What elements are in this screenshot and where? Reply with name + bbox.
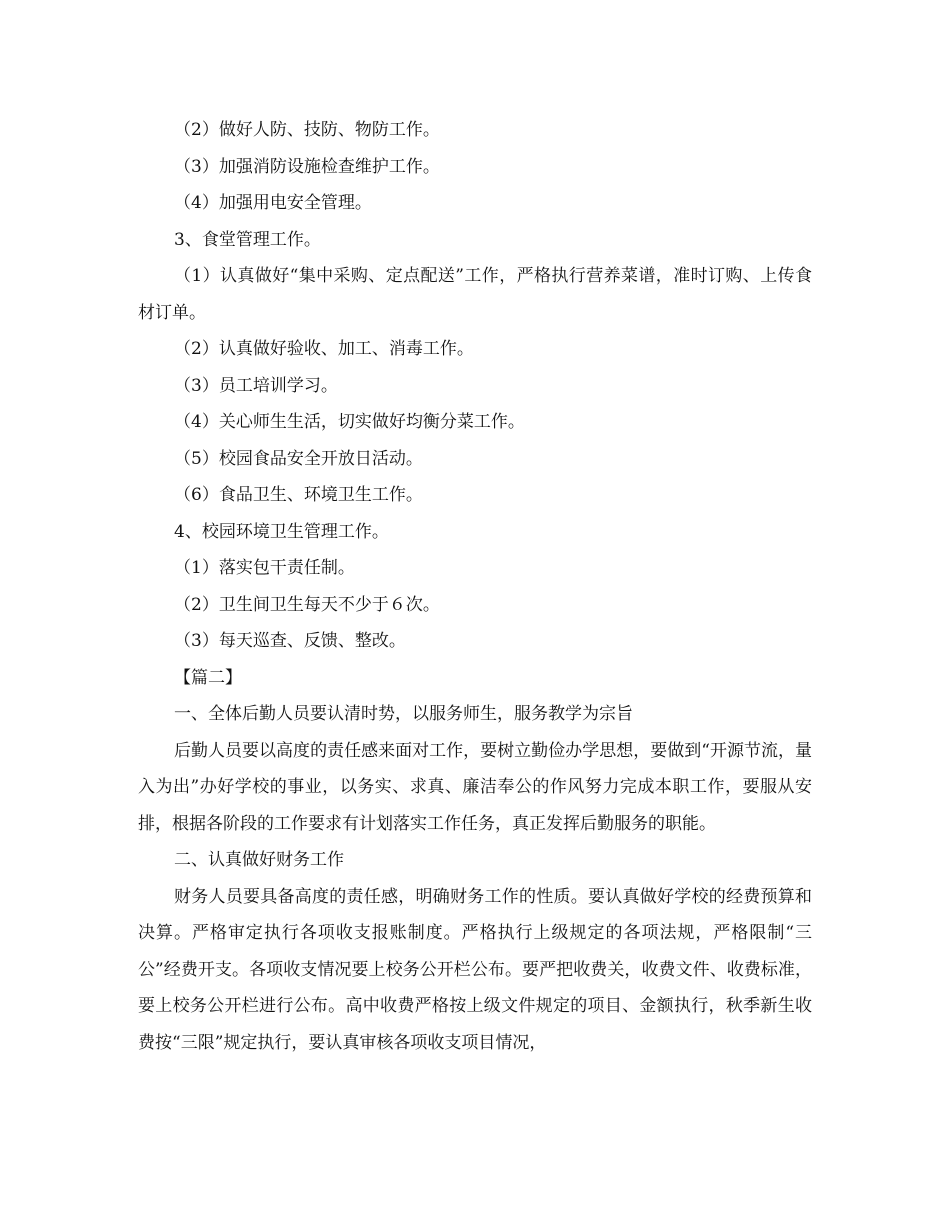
text-line: （3）员工培训学习。	[174, 375, 338, 396]
document-page	[138, 112, 812, 1061]
paragraph: （1）认真做好“集中采购、定点配送”工作，严格执行营养菜谱，准时订购、上传食材订单。	[138, 266, 812, 323]
section-heading: 4、校园环境卫生管理工作。	[174, 521, 389, 542]
text-line: （6）食品卫生、环境卫生工作。	[174, 485, 423, 505]
text-line: （2）卫生间卫生每天不少于６次。	[174, 594, 440, 615]
text-line: （4）关心师生生活，切实做好均衡分菜工作。	[174, 412, 525, 432]
paragraph: 后勤人员要以高度的责任感来面对工作，要树立勤俭办学思想，要做到“开源节流，量入为出”办好学校的事业，以务实、求真、廉洁奉公的作风努力完成本职工作，要服从安排，根据各阶段的工作要求有计划落实工作任务，真正发挥后勤服务的职能。	[138, 740, 812, 834]
section-heading: 二、认真做好财务工作	[174, 850, 344, 870]
part-title: 【篇二】	[174, 667, 242, 688]
section-heading: 3、食堂管理工作。	[174, 229, 321, 250]
text-line: （4）加强用电安全管理。	[174, 193, 372, 213]
section-heading: 一、全体后勤人员要认清时势，以服务师生，服务教学为宗旨	[174, 704, 633, 724]
text-line: （5）校园食品安全开放日活动。	[174, 448, 423, 469]
paragraph: 财务人员要具备高度的责任感，明确财务工作的性质。要认真做好学校的经费预算和决算。严格审定执行各项收支报账制度。严格执行上级规定的各项法规，严格限制“三公”经费开支。各项收支情况要上校务公开栏公布。要严把收费关，收费文件、收费标准，要上校务公开栏进行公布。高中收费严格按上级文件规定的项目、金额执行，秋季新生收费按“三限”规定执行，要认真审核各项收支项目情况，	[138, 886, 812, 1053]
text-line: （2）认真做好验收、加工、消毒工作。	[174, 339, 474, 359]
text-line: （3）加强消防设施检查维护工作。	[174, 156, 440, 177]
text-line: （1）落实包干责任制。	[174, 558, 355, 578]
text-line: （2）做好人防、技防、物防工作。	[174, 120, 440, 140]
text-line: （3）每天巡查、反馈、整改。	[174, 631, 406, 651]
